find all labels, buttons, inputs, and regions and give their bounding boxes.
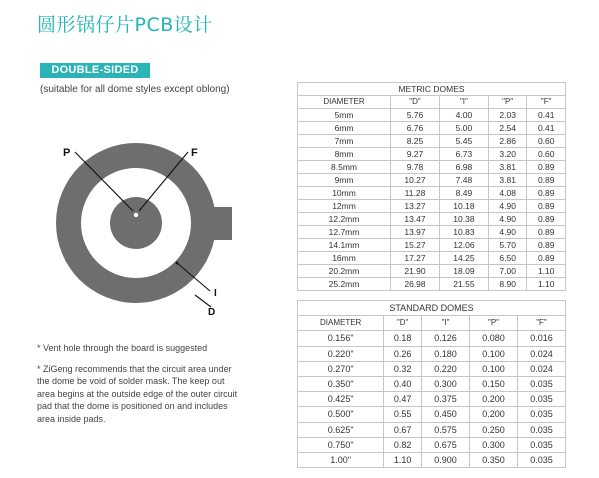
label-f: F	[191, 147, 198, 159]
table-cell: 5mm	[298, 109, 391, 122]
table-row	[298, 422, 566, 437]
table-cell: 18.09	[439, 265, 488, 278]
table-cell: 4.90	[488, 226, 527, 239]
metric-header-cell: "I"	[439, 96, 488, 109]
page-title: 圆形锅仔片PCB设计	[37, 14, 213, 36]
table-cell: 0.89	[527, 252, 566, 265]
table-cell: 10mm	[298, 187, 391, 200]
table-cell: 20.2mm	[298, 265, 391, 278]
table-cell: 8.90	[488, 278, 527, 291]
table-cell: 0.625"	[298, 422, 384, 437]
table-cell: 0.035	[517, 392, 565, 407]
table-cell: 1.10	[527, 265, 566, 278]
table-cell: 0.016	[517, 331, 565, 346]
table-cell: 13.47	[391, 213, 440, 226]
table-cell: 0.035	[517, 407, 565, 422]
table-cell: 17.27	[391, 252, 440, 265]
table-cell: 2.03	[488, 109, 527, 122]
table-cell: 0.300	[470, 437, 518, 452]
table-cell: 4.90	[488, 200, 527, 213]
table-cell: 0.500"	[298, 407, 384, 422]
table-cell: 13.27	[391, 200, 440, 213]
table-cell: 0.220"	[298, 346, 384, 361]
table-cell: 0.750"	[298, 437, 384, 452]
table-cell: 0.60	[527, 148, 566, 161]
table-cell: 6.50	[488, 252, 527, 265]
table-cell: 10.38	[439, 213, 488, 226]
table-row	[298, 252, 566, 265]
table-cell: 0.67	[384, 422, 422, 437]
table-cell: 4.00	[439, 109, 488, 122]
table-cell: 0.89	[527, 187, 566, 200]
table-cell: 5.45	[439, 135, 488, 148]
table-cell: 9.27	[391, 148, 440, 161]
table-row	[298, 161, 566, 174]
table-cell: 4.90	[488, 213, 527, 226]
table-cell: 7.48	[439, 174, 488, 187]
table-row	[298, 226, 566, 239]
table-cell: 0.55	[384, 407, 422, 422]
table-cell: 0.080	[470, 331, 518, 346]
table-cell: 0.900	[422, 452, 470, 467]
table-row	[298, 239, 566, 252]
subtitle: (suitable for all dome styles except oblong)	[40, 84, 230, 95]
table-cell: 9mm	[298, 174, 391, 187]
table-cell: 0.180	[422, 346, 470, 361]
table-cell: 2.54	[488, 122, 527, 135]
table-row	[298, 376, 566, 391]
metric-header-cell: DIAMETER	[298, 96, 391, 109]
table-cell: 12.7mm	[298, 226, 391, 239]
table-cell: 5.00	[439, 122, 488, 135]
table-cell: 3.81	[488, 161, 527, 174]
table-row	[298, 122, 566, 135]
table-cell: 7.00	[488, 265, 527, 278]
table-cell: 6.76	[391, 122, 440, 135]
table-cell: 7mm	[298, 135, 391, 148]
table-cell: 15.27	[391, 239, 440, 252]
metric-header-cell: "P"	[488, 96, 527, 109]
table-cell: 0.425"	[298, 392, 384, 407]
table-row	[298, 265, 566, 278]
standard-header-cell: DIAMETER	[298, 316, 384, 331]
table-row	[298, 346, 566, 361]
table-cell: 0.89	[527, 213, 566, 226]
table-cell: 0.47	[384, 392, 422, 407]
table-cell: 5.76	[391, 109, 440, 122]
table-cell: 0.220	[422, 361, 470, 376]
table-cell: 9.78	[391, 161, 440, 174]
table-cell: 10.27	[391, 174, 440, 187]
table-row	[298, 187, 566, 200]
table-cell: 0.82	[384, 437, 422, 452]
standard-header-cell: "P"	[470, 316, 518, 331]
table-cell: 0.89	[527, 174, 566, 187]
table-row	[298, 437, 566, 452]
table-cell: 0.200	[470, 407, 518, 422]
table-cell: 14.1mm	[298, 239, 391, 252]
table-row	[298, 452, 566, 467]
table-row	[298, 278, 566, 291]
table-row	[298, 213, 566, 226]
table-cell: 8.5mm	[298, 161, 391, 174]
table-cell: 21.90	[391, 265, 440, 278]
table-cell: 0.32	[384, 361, 422, 376]
standard-header-cell: "I"	[422, 316, 470, 331]
table-cell: 1.00"	[298, 452, 384, 467]
table-cell: 2.86	[488, 135, 527, 148]
standard-header-cell: "D"	[384, 316, 422, 331]
table-cell: 0.675	[422, 437, 470, 452]
table-cell: 0.024	[517, 346, 565, 361]
table-cell: 8.25	[391, 135, 440, 148]
table-cell: 0.350	[470, 452, 518, 467]
table-cell: 6.73	[439, 148, 488, 161]
table-cell: 1.10	[527, 278, 566, 291]
table-row	[298, 331, 566, 346]
table-cell: 12.06	[439, 239, 488, 252]
table-cell: 0.450	[422, 407, 470, 422]
table-cell: 0.60	[527, 135, 566, 148]
table-cell: 6.98	[439, 161, 488, 174]
table-cell: 0.035	[517, 437, 565, 452]
table-cell: 3.81	[488, 174, 527, 187]
table-cell: 0.26	[384, 346, 422, 361]
table-cell: 0.035	[517, 422, 565, 437]
table-cell: 0.375	[422, 392, 470, 407]
table-cell: 0.035	[517, 452, 565, 467]
table-cell: 0.89	[527, 200, 566, 213]
table-row	[298, 174, 566, 187]
table-row	[298, 392, 566, 407]
table-cell: 12.2mm	[298, 213, 391, 226]
table-cell: 21.55	[439, 278, 488, 291]
table-cell: 14.25	[439, 252, 488, 265]
center-pad	[110, 197, 162, 249]
label-d: D	[208, 307, 216, 318]
vent-hole	[134, 213, 138, 217]
table-cell: 0.300	[422, 376, 470, 391]
pcb-pad-diagram	[55, 135, 240, 320]
table-cell: 12mm	[298, 200, 391, 213]
table-cell: 0.024	[517, 361, 565, 376]
table-cell: 0.575	[422, 422, 470, 437]
label-p: P	[63, 147, 71, 159]
table-cell: 0.035	[517, 376, 565, 391]
table-row	[298, 361, 566, 376]
leader-line-d2	[195, 295, 211, 307]
table-cell: 0.200	[470, 392, 518, 407]
metric-header-cell: "D"	[391, 96, 440, 109]
table-cell: 0.350"	[298, 376, 384, 391]
table-cell: 25.2mm	[298, 278, 391, 291]
metric-header-cell: "F"	[527, 96, 566, 109]
table-cell: 6mm	[298, 122, 391, 135]
table-cell: 8mm	[298, 148, 391, 161]
table-cell: 10.83	[439, 226, 488, 239]
standard-header-cell: "F"	[517, 316, 565, 331]
metric-caption: METRIC DOMES	[298, 83, 566, 96]
table-cell: 10.18	[439, 200, 488, 213]
metric-domes-table	[297, 82, 566, 291]
table-cell: 0.126	[422, 331, 470, 346]
leader-dot-i	[176, 262, 179, 265]
table-cell: 11.28	[391, 187, 440, 200]
double-sided-badge: DOUBLE-SIDED	[40, 63, 150, 78]
solder-mask-note: * ZiGeng recommends that the circuit area under the dome be void of solder mask. The keep out area begins at the outside edge of the outer circuit pad that the dome is positioned on and includes area inside pads.	[37, 364, 238, 424]
table-cell: 4.08	[488, 187, 527, 200]
table-cell: 3.20	[488, 148, 527, 161]
table-cell: 0.250	[470, 422, 518, 437]
table-cell: 0.89	[527, 226, 566, 239]
label-i: I	[214, 288, 217, 299]
table-cell: 0.41	[527, 109, 566, 122]
table-row	[298, 407, 566, 422]
table-cell: 0.270"	[298, 361, 384, 376]
table-cell: 0.100	[470, 346, 518, 361]
table-cell: 0.100	[470, 361, 518, 376]
table-row	[298, 148, 566, 161]
table-cell: 8.49	[439, 187, 488, 200]
table-cell: 0.18	[384, 331, 422, 346]
table-cell: 0.41	[527, 122, 566, 135]
table-cell: 0.150	[470, 376, 518, 391]
standard-header-row	[298, 316, 566, 331]
standard-caption: STANDARD DOMES	[298, 301, 566, 316]
table-cell: 0.156"	[298, 331, 384, 346]
standard-domes-table	[297, 300, 566, 468]
table-row	[298, 135, 566, 148]
table-cell: 0.89	[527, 161, 566, 174]
table-row	[298, 200, 566, 213]
table-cell: 16mm	[298, 252, 391, 265]
metric-header-row	[298, 96, 566, 109]
table-cell: 13.97	[391, 226, 440, 239]
table-cell: 0.40	[384, 376, 422, 391]
table-cell: 5.70	[488, 239, 527, 252]
table-cell: 1.10	[384, 452, 422, 467]
vent-note: * Vent hole through the board is suggested	[37, 343, 208, 353]
table-cell: 26.98	[391, 278, 440, 291]
table-row	[298, 109, 566, 122]
table-cell: 0.89	[527, 239, 566, 252]
